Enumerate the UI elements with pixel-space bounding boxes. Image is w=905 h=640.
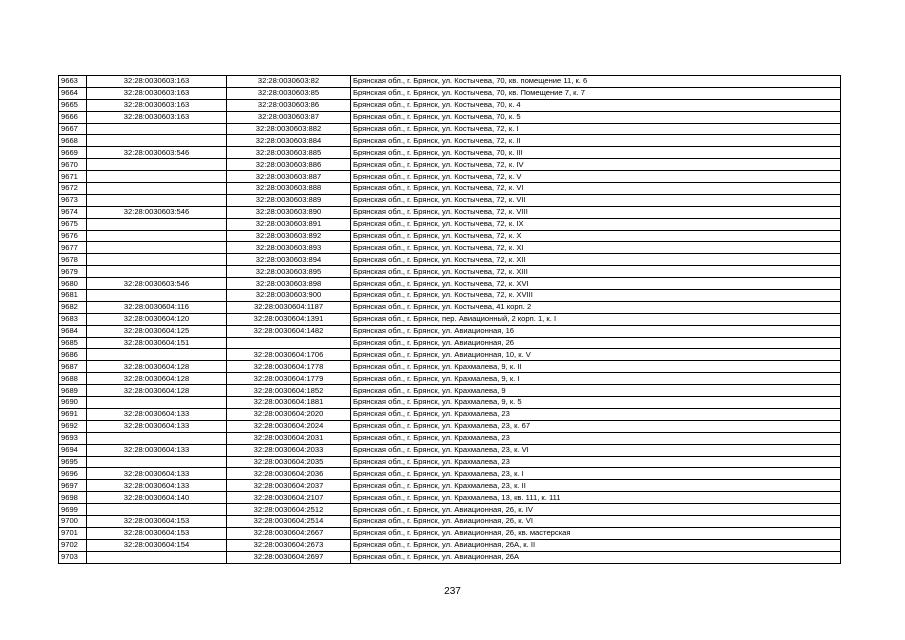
page-number: 237 (444, 586, 461, 597)
address-cell: Брянская обл., г. Брянск, ул. Авиационная, 26А (351, 551, 841, 563)
table-row (59, 420, 841, 432)
object-cadastral-number-cell: 32:28:0030603:887 (227, 171, 351, 183)
object-cadastral-number-cell: 32:28:0030604:1187 (227, 301, 351, 313)
address-cell: Брянская обл., г. Брянск, ул. Крахмалева, 9 (351, 385, 841, 397)
parcel-cadastral-number-cell (87, 432, 227, 444)
table-row (59, 432, 841, 444)
address-cell: Брянская обл., г. Брянск, ул. Костычева, 70, к. 5 (351, 111, 841, 123)
table-row (59, 123, 841, 135)
parcel-cadastral-number-cell (87, 504, 227, 516)
parcel-cadastral-number-cell: 32:28:0030604:125 (87, 325, 227, 337)
parcel-cadastral-number-cell: 32:28:0030604:140 (87, 492, 227, 504)
object-cadastral-number-cell: 32:28:0030604:2033 (227, 444, 351, 456)
parcel-cadastral-number-cell: 32:28:0030604:133 (87, 468, 227, 480)
object-cadastral-number-cell: 32:28:0030604:2512 (227, 504, 351, 516)
row-number-cell: 9694 (59, 444, 87, 456)
table-row (59, 337, 841, 349)
parcel-cadastral-number-cell (87, 159, 227, 171)
object-cadastral-number-cell: 32:28:0030603:82 (227, 76, 351, 88)
table-row (59, 254, 841, 266)
row-number-cell: 9690 (59, 397, 87, 409)
row-number-cell: 9665 (59, 99, 87, 111)
parcel-cadastral-number-cell: 32:28:0030604:133 (87, 408, 227, 420)
object-cadastral-number-cell: 32:28:0030604:2024 (227, 420, 351, 432)
object-cadastral-number-cell: 32:28:0030603:894 (227, 254, 351, 266)
address-cell: Брянская обл., г. Брянск, ул. Авиационная, 26 (351, 337, 841, 349)
object-cadastral-number-cell: 32:28:0030604:2697 (227, 551, 351, 563)
parcel-cadastral-number-cell: 32:28:0030604:120 (87, 313, 227, 325)
table-row (59, 242, 841, 254)
object-cadastral-number-cell: 32:28:0030603:882 (227, 123, 351, 135)
object-cadastral-number-cell: 32:28:0030603:890 (227, 206, 351, 218)
row-number-cell: 9675 (59, 218, 87, 230)
row-number-cell: 9684 (59, 325, 87, 337)
parcel-cadastral-number-cell (87, 397, 227, 409)
address-cell: Брянская обл., г. Брянск, ул. Крахмалева, 23, к. II (351, 480, 841, 492)
parcel-cadastral-number-cell: 32:28:0030603:163 (87, 76, 227, 88)
parcel-cadastral-number-cell (87, 551, 227, 563)
row-number-cell: 9683 (59, 313, 87, 325)
row-number-cell: 9671 (59, 171, 87, 183)
object-cadastral-number-cell: 32:28:0030604:2037 (227, 480, 351, 492)
parcel-cadastral-number-cell (87, 456, 227, 468)
row-number-cell: 9676 (59, 230, 87, 242)
address-cell: Брянская обл., г. Брянск, ул. Костычева, 72, к. II (351, 135, 841, 147)
row-number-cell: 9691 (59, 408, 87, 420)
row-number-cell: 9689 (59, 385, 87, 397)
table-row (59, 278, 841, 290)
parcel-cadastral-number-cell: 32:28:0030604:133 (87, 480, 227, 492)
parcel-cadastral-number-cell: 32:28:0030603:546 (87, 278, 227, 290)
table-row (59, 230, 841, 242)
object-cadastral-number-cell: 32:28:0030603:892 (227, 230, 351, 242)
address-cell: Брянская обл., г. Брянск, ул. Авиационная, 26, к. VI (351, 515, 841, 527)
address-cell: Брянская обл., г. Брянск, ул. Костычева, 41 корп. 2 (351, 301, 841, 313)
address-cell: Брянская обл., г. Брянск, ул. Крахмалева, 23 (351, 456, 841, 468)
address-cell: Брянская обл., г. Брянск, ул. Костычева, 72, к. XII (351, 254, 841, 266)
address-cell: Брянская обл., г. Брянск, ул. Авиационная, 26, кв. мастерская (351, 527, 841, 539)
parcel-cadastral-number-cell: 32:28:0030604:154 (87, 539, 227, 551)
table-row (59, 147, 841, 159)
row-number-cell: 9699 (59, 504, 87, 516)
parcel-cadastral-number-cell: 32:28:0030603:163 (87, 87, 227, 99)
object-cadastral-number-cell (227, 337, 351, 349)
table-row (59, 301, 841, 313)
table-row (59, 206, 841, 218)
row-number-cell: 9672 (59, 183, 87, 195)
row-number-cell: 9663 (59, 76, 87, 88)
table-row (59, 194, 841, 206)
object-cadastral-number-cell: 32:28:0030604:1852 (227, 385, 351, 397)
parcel-cadastral-number-cell: 32:28:0030604:116 (87, 301, 227, 313)
parcel-cadastral-number-cell: 32:28:0030604:153 (87, 515, 227, 527)
parcel-cadastral-number-cell (87, 349, 227, 361)
parcel-cadastral-number-cell: 32:28:0030604:133 (87, 420, 227, 432)
parcel-cadastral-number-cell: 32:28:0030604:133 (87, 444, 227, 456)
address-cell: Брянская обл., г. Брянск, ул. Авиационная, 16 (351, 325, 841, 337)
object-cadastral-number-cell: 32:28:0030603:889 (227, 194, 351, 206)
parcel-cadastral-number-cell: 32:28:0030603:163 (87, 111, 227, 123)
address-cell: Брянская обл., г. Брянск, ул. Крахмалева, 23 (351, 408, 841, 420)
address-cell: Брянская обл., г. Брянск, ул. Костычева, 70, к. III (351, 147, 841, 159)
row-number-cell: 9697 (59, 480, 87, 492)
address-cell: Брянская обл., г. Брянск, ул. Костычева, 72, к. XI (351, 242, 841, 254)
row-number-cell: 9680 (59, 278, 87, 290)
row-number-cell: 9688 (59, 373, 87, 385)
object-cadastral-number-cell: 32:28:0030603:885 (227, 147, 351, 159)
table-row (59, 313, 841, 325)
object-cadastral-number-cell: 32:28:0030604:1779 (227, 373, 351, 385)
row-number-cell: 9674 (59, 206, 87, 218)
table-row (59, 349, 841, 361)
object-cadastral-number-cell: 32:28:0030603:884 (227, 135, 351, 147)
row-number-cell: 9677 (59, 242, 87, 254)
parcel-cadastral-number-cell: 32:28:0030604:128 (87, 385, 227, 397)
parcel-cadastral-number-cell: 32:28:0030604:153 (87, 527, 227, 539)
object-cadastral-number-cell: 32:28:0030604:2036 (227, 468, 351, 480)
address-cell: Брянская обл., г. Брянск, ул. Костычева, 72, к. V (351, 171, 841, 183)
object-cadastral-number-cell: 32:28:0030603:893 (227, 242, 351, 254)
table-row (59, 290, 841, 302)
parcel-cadastral-number-cell (87, 266, 227, 278)
object-cadastral-number-cell: 32:28:0030603:898 (227, 278, 351, 290)
address-cell: Брянская обл., г. Брянск, ул. Костычева, 70, к. 4 (351, 99, 841, 111)
address-cell: Брянская обл., г. Брянск, ул. Крахмалева, 9, к. I (351, 373, 841, 385)
object-cadastral-number-cell: 32:28:0030604:1881 (227, 397, 351, 409)
row-number-cell: 9700 (59, 515, 87, 527)
address-cell: Брянская обл., г. Брянск, ул. Костычева, 72, к. I (351, 123, 841, 135)
address-cell: Брянская обл., г. Брянск, ул. Костычева, 72, к. X (351, 230, 841, 242)
object-cadastral-number-cell: 32:28:0030604:2020 (227, 408, 351, 420)
address-cell: Брянская обл., г. Брянск, ул. Крахмалева, 23, к. I (351, 468, 841, 480)
row-number-cell: 9668 (59, 135, 87, 147)
object-cadastral-number-cell: 32:28:0030603:87 (227, 111, 351, 123)
address-cell: Брянская обл., г. Брянск, ул. Костычева, 70, кв. помещение 11, к. 6 (351, 76, 841, 88)
row-number-cell: 9664 (59, 87, 87, 99)
table-row (59, 444, 841, 456)
row-number-cell: 9687 (59, 361, 87, 373)
table-row (59, 76, 841, 88)
table-row (59, 373, 841, 385)
table-row (59, 87, 841, 99)
row-number-cell: 9692 (59, 420, 87, 432)
table-row (59, 111, 841, 123)
object-cadastral-number-cell: 32:28:0030604:2667 (227, 527, 351, 539)
parcel-cadastral-number-cell: 32:28:0030604:151 (87, 337, 227, 349)
row-number-cell: 9681 (59, 290, 87, 302)
table-row (59, 408, 841, 420)
parcel-cadastral-number-cell (87, 230, 227, 242)
object-cadastral-number-cell: 32:28:0030604:2673 (227, 539, 351, 551)
address-cell: Брянская обл., г. Брянск, ул. Крахмалева, 23, к. VI (351, 444, 841, 456)
table-row (59, 361, 841, 373)
address-cell: Брянская обл., г. Брянск, ул. Костычева, 70, кв. Помещение 7, к. 7 (351, 87, 841, 99)
table-row (59, 551, 841, 563)
address-cell: Брянская обл., г. Брянск, ул. Авиационная, 26, к. IV (351, 504, 841, 516)
table-row (59, 397, 841, 409)
parcel-cadastral-number-cell: 32:28:0030603:546 (87, 147, 227, 159)
address-cell: Брянская обл., г. Брянск, ул. Авиационная, 26А, к. II (351, 539, 841, 551)
row-number-cell: 9696 (59, 468, 87, 480)
address-cell: Брянская обл., г. Брянск, ул. Костычева, 72, к. VI (351, 183, 841, 195)
row-number-cell: 9682 (59, 301, 87, 313)
object-cadastral-number-cell: 32:28:0030603:891 (227, 218, 351, 230)
row-number-cell: 9667 (59, 123, 87, 135)
parcel-cadastral-number-cell: 32:28:0030604:128 (87, 373, 227, 385)
table-row (59, 325, 841, 337)
row-number-cell: 9695 (59, 456, 87, 468)
parcel-cadastral-number-cell: 32:28:0030604:128 (87, 361, 227, 373)
address-cell: Брянская обл., г. Брянск, ул. Крахмалева, 23 (351, 432, 841, 444)
parcel-cadastral-number-cell (87, 123, 227, 135)
row-number-cell: 9702 (59, 539, 87, 551)
object-cadastral-number-cell: 32:28:0030604:2514 (227, 515, 351, 527)
table-row (59, 504, 841, 516)
object-cadastral-number-cell: 32:28:0030603:85 (227, 87, 351, 99)
table-row (59, 539, 841, 551)
address-cell: Брянская обл., г. Брянск, ул. Костычева, 72, к. VIII (351, 206, 841, 218)
row-number-cell: 9693 (59, 432, 87, 444)
parcel-cadastral-number-cell (87, 194, 227, 206)
address-cell: Брянская обл., г. Брянск, ул. Костычева, 72, к. XVI (351, 278, 841, 290)
parcel-cadastral-number-cell (87, 254, 227, 266)
address-cell: Брянская обл., г. Брянск, ул. Крахмалева, 13, кв. 111, к. 111 (351, 492, 841, 504)
object-cadastral-number-cell: 32:28:0030604:1482 (227, 325, 351, 337)
object-cadastral-number-cell: 32:28:0030604:1706 (227, 349, 351, 361)
address-cell: Брянская обл., г. Брянск, ул. Авиационная, 10, к. V (351, 349, 841, 361)
object-cadastral-number-cell: 32:28:0030603:886 (227, 159, 351, 171)
parcel-cadastral-number-cell (87, 135, 227, 147)
row-number-cell: 9670 (59, 159, 87, 171)
table-row (59, 218, 841, 230)
table-row (59, 515, 841, 527)
object-cadastral-number-cell: 32:28:0030604:2107 (227, 492, 351, 504)
row-number-cell: 9685 (59, 337, 87, 349)
table-row (59, 266, 841, 278)
table-row (59, 171, 841, 183)
row-number-cell: 9698 (59, 492, 87, 504)
row-number-cell: 9666 (59, 111, 87, 123)
table-row (59, 385, 841, 397)
table-row (59, 492, 841, 504)
register-table-body (59, 76, 841, 564)
parcel-cadastral-number-cell (87, 290, 227, 302)
table-row (59, 135, 841, 147)
table-row (59, 99, 841, 111)
object-cadastral-number-cell: 32:28:0030604:2031 (227, 432, 351, 444)
table-row (59, 183, 841, 195)
row-number-cell: 9703 (59, 551, 87, 563)
address-cell: Брянская обл., г. Брянск, ул. Крахмалева, 23, к. 67 (351, 420, 841, 432)
row-number-cell: 9701 (59, 527, 87, 539)
address-cell: Брянская обл., г. Брянск, ул. Костычева, 72, к. XIII (351, 266, 841, 278)
object-cadastral-number-cell: 32:28:0030604:1391 (227, 313, 351, 325)
object-cadastral-number-cell: 32:28:0030603:900 (227, 290, 351, 302)
table-row (59, 159, 841, 171)
row-number-cell: 9669 (59, 147, 87, 159)
parcel-cadastral-number-cell (87, 218, 227, 230)
address-cell: Брянская обл., г. Брянск, ул. Костычева, 72, к. VII (351, 194, 841, 206)
row-number-cell: 9678 (59, 254, 87, 266)
table-row (59, 456, 841, 468)
row-number-cell: 9673 (59, 194, 87, 206)
row-number-cell: 9686 (59, 349, 87, 361)
table-row (59, 527, 841, 539)
table-row (59, 480, 841, 492)
address-cell: Брянская обл., г. Брянск, ул. Костычева, 72, к. XVIII (351, 290, 841, 302)
object-cadastral-number-cell: 32:28:0030603:895 (227, 266, 351, 278)
address-cell: Брянская обл., г. Брянск, ул. Крахмалева, 9, к. 5 (351, 397, 841, 409)
parcel-cadastral-number-cell: 32:28:0030603:163 (87, 99, 227, 111)
property-register-table (58, 75, 841, 564)
object-cadastral-number-cell: 32:28:0030603:86 (227, 99, 351, 111)
parcel-cadastral-number-cell: 32:28:0030603:546 (87, 206, 227, 218)
parcel-cadastral-number-cell (87, 242, 227, 254)
address-cell: Брянская обл., г. Брянск, ул. Костычева, 72, к. IX (351, 218, 841, 230)
object-cadastral-number-cell: 32:28:0030604:1778 (227, 361, 351, 373)
address-cell: Брянская обл., г. Брянск, ул. Крахмалева, 9, к. II (351, 361, 841, 373)
parcel-cadastral-number-cell (87, 171, 227, 183)
table-row (59, 468, 841, 480)
parcel-cadastral-number-cell (87, 183, 227, 195)
object-cadastral-number-cell: 32:28:0030603:888 (227, 183, 351, 195)
address-cell: Брянская обл., г. Брянск, пер. Авиационный, 2 корп. 1, к. I (351, 313, 841, 325)
row-number-cell: 9679 (59, 266, 87, 278)
object-cadastral-number-cell: 32:28:0030604:2035 (227, 456, 351, 468)
address-cell: Брянская обл., г. Брянск, ул. Костычева, 72, к. IV (351, 159, 841, 171)
